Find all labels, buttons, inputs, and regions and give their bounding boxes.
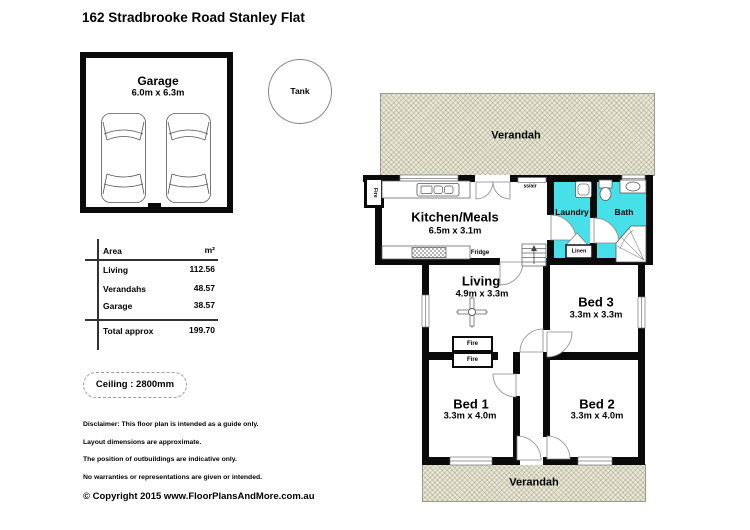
car-icon — [102, 114, 146, 203]
ss-air-label: ss/air — [523, 183, 537, 190]
bed1-label: Bed 1 — [453, 396, 489, 412]
bed2-label: Bed 2 — [579, 396, 615, 412]
disclaimer-line: The position of outbuildings are indicative only. — [83, 456, 237, 463]
table-row-value: 48.57 — [193, 283, 215, 293]
disclaimer-line: No warranties or representations are given or intended. — [83, 474, 263, 481]
vanity-icon — [620, 180, 646, 193]
table-header-area: Area — [103, 246, 122, 256]
table-row-label: Garage — [103, 301, 133, 311]
fridge-label: Fridge — [470, 250, 490, 256]
fire-label: Fire — [466, 357, 478, 363]
living-label: Living — [461, 273, 501, 289]
aircon-icon — [518, 178, 546, 183]
tank-label: Tank — [290, 86, 310, 97]
ceiling-fan-icon — [456, 296, 488, 328]
kitchen-dims: 6.5m x 3.1m — [428, 225, 482, 236]
table-total-label: Total approx — [103, 326, 154, 336]
bath-label: Bath — [614, 206, 634, 217]
copyright-text: © Copyright 2015 www.FloorPlansAndMore.com.au — [83, 491, 315, 502]
bed3-dims: 3.3m x 3.3m — [569, 309, 623, 320]
disclaimer-line: Disclaimer: This floor plan is intended as a guide only. — [83, 421, 259, 428]
laundry-label: Laundry — [555, 206, 589, 217]
table-row-value: 38.57 — [193, 300, 215, 310]
car-icon — [167, 114, 211, 203]
table-total-value: 199.70 — [189, 325, 215, 335]
laundry-tub-icon — [576, 182, 592, 198]
toilet-icon — [599, 180, 612, 201]
table-header-unit: m² — [204, 245, 215, 255]
page-title: 162 Stradbrooke Road Stanley Flat — [82, 10, 305, 25]
garage-door-marker — [148, 203, 161, 210]
fire-label: Fire — [371, 187, 378, 198]
garage-label: Garage — [137, 74, 179, 88]
bed2-dims: 3.3m x 4.0m — [570, 410, 624, 421]
verandah-top-label: Verandah — [491, 129, 541, 142]
table-row-label: Verandahs — [103, 284, 146, 294]
table-row-label: Living — [103, 265, 129, 275]
sink-icon — [412, 248, 446, 258]
linen-label: Linen — [571, 247, 587, 254]
ceiling-label: Ceiling : 2800mm — [95, 379, 175, 391]
bed1-dims: 3.3m x 4.0m — [443, 410, 497, 421]
stairs — [522, 244, 546, 266]
garage-dims: 6.0m x 6.3m — [131, 87, 185, 98]
shower-icon — [616, 226, 646, 262]
bed3-label: Bed 3 — [578, 294, 614, 310]
table-row-value: 112.56 — [189, 264, 215, 274]
kitchen-label: Kitchen/Meals — [411, 209, 499, 225]
fire-label: Fire — [466, 341, 478, 347]
living-dims: 4.9m x 3.3m — [455, 288, 509, 299]
disclaimer-line: Layout dimensions are approximate. — [83, 439, 202, 446]
verandah-bottom-label: Verandah — [509, 476, 559, 489]
